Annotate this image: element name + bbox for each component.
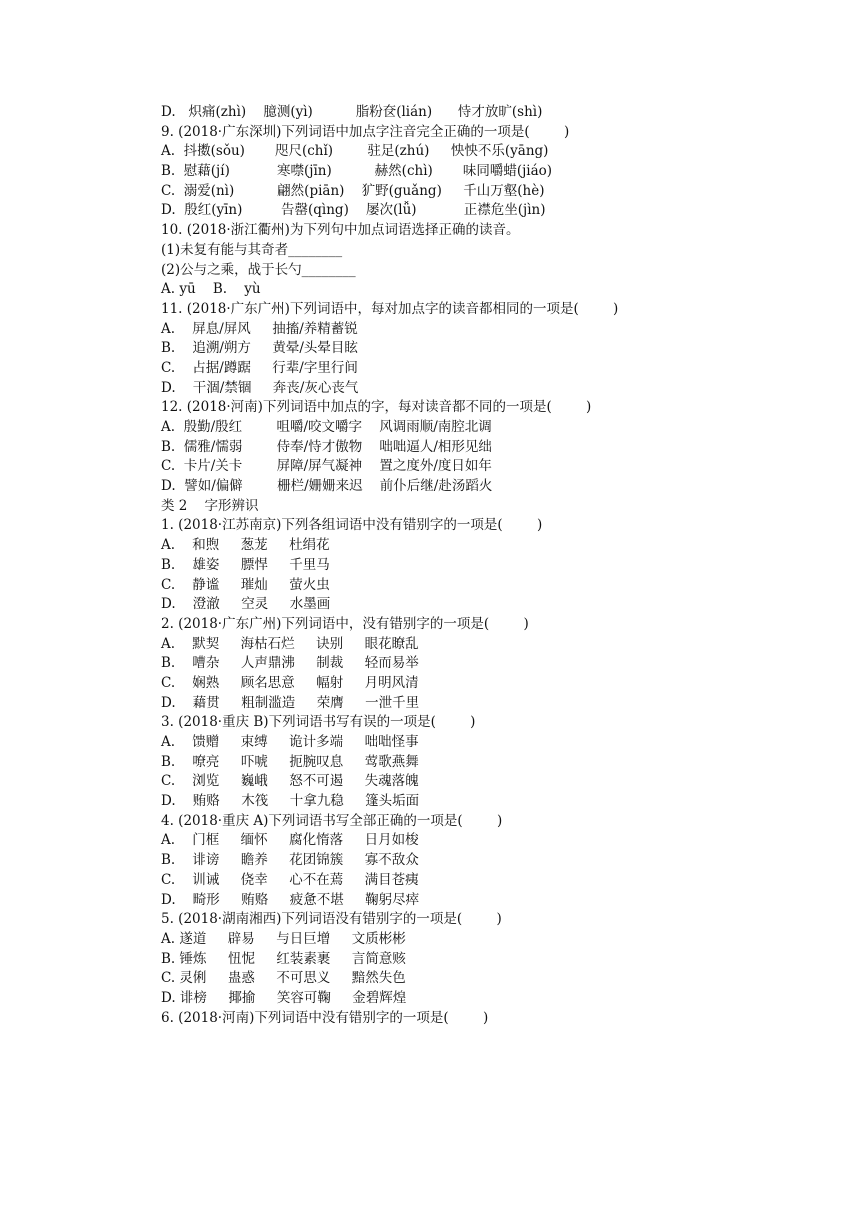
question-stem: 2. (2018·广东广州)下列词语中，没有错别字的一项是( ) [161,615,529,632]
option-line: D. 譬如/偏僻 栅栏/姗姗来迟 前仆后继/赴汤蹈火 [161,478,493,495]
option-line: B. 嘈杂 人声鼎沸 制裁 轻而易举 [161,655,419,672]
option-line: D. 诽榜 揶揄 笑容可鞠 金碧辉煌 [161,989,407,1006]
option-line: B. 诽谤 瞻养 花团锦簇 寡不敌众 [161,852,419,869]
option-line: B. 雄姿 膘悍 千里马 [161,556,330,573]
option-line: C. 娴熟 顾名思意 幅射 月明风清 [161,674,419,691]
option-line: A. 殷勤/殷红 咀嚼/咬文嚼字 风调雨顺/南腔北调 [161,419,492,435]
option-line: D. 澄澈 空灵 水墨画 [161,596,331,613]
option-line: C. 卡片/关卡 屏障/屏气凝神 置之度外/度日如年 [161,458,492,475]
section-heading: 类 2 字形辨识 [161,497,259,514]
question-stem: 10. (2018·浙江衢州)为下列句中加点词语选择正确的读音。 [161,222,520,239]
option-line: A. 屏息/屏风 抽搐/养精蓄锐 [161,320,358,337]
document-page [161,103,821,1028]
option-line: C. 浏览 巍峨 怒不可遏 失魂落魄 [161,773,419,790]
option-line: A. 抖擞(sǒu) 咫尺(chǐ) 驻足(zhú) 怏怏不乐(yāng) [161,143,549,160]
question-stem: 5. (2018·湖南湘西)下列词语没有错别字的一项是( ) [161,911,502,928]
option-line: A. 门框 缅怀 腐化惰落 日月如梭 [161,832,419,849]
option-line: B. 嘹亮 吓唬 扼腕叹息 莺歌燕舞 [161,753,419,770]
question-stem: 11. (2018·广东广州)下列词语中，每对加点字的读音都相同的一项是( ) [161,300,619,317]
option-line: C. 溺爱(nì) 翩然(piān) 犷野(guǎng) 千山万壑(hè) [161,182,545,199]
option-line: D. 干涸/禁锢 奔丧/灰心丧气 [161,379,359,396]
question-stem: 6. (2018·河南)下列词语中没有错别字的一项是( ) [161,1009,489,1026]
question-stem: 9. (2018·广东深圳)下列词语中加点字注音完全正确的一项是( ) [161,123,570,140]
question-stem: 4. (2018·重庆 A)下列词语书写全部正确的一项是( ) [161,812,503,829]
sub-question: (2)公与之乘，战于长勺________ [161,261,356,278]
option-line: B. 锤炼 忸怩 红装素裹 言简意赅 [161,950,406,967]
option-line: C. 占据/蹲踞 行辈/字里行间 [161,359,358,376]
option-line: A. 馈赠 束缚 诡计多端 咄咄怪事 [161,734,419,750]
option-line: B. 慰藉(jí) 寒噤(jīn) 赫然(chì) 味同嚼蜡(jiáo) [161,163,553,180]
option-line: D. 贿赂 木筏 十拿九稳 篷头垢面 [161,793,420,810]
sub-question: (1)未复有能与其奇者________ [161,241,343,258]
option-line: B. 追溯/朔方 黄晕/头晕目眩 [161,340,358,357]
option-line: B. 儒雅/懦弱 侍奉/恃才傲物 咄咄逼人/相形见绌 [161,438,492,455]
question-stem: 1. (2018·江苏南京)下列各组词语中没有错别字的一项是( ) [161,517,543,534]
option-line: C. 灵俐 蛊惑 不可思义 黯然失色 [161,970,406,987]
text-line: D. 炽痛(zhì) 臆测(yì) 脂粉奁(lián) 恃才放旷(shì) [161,104,543,120]
question-stem: 3. (2018·重庆 B)下列词语书写有误的一项是( ) [161,714,476,731]
option-line: D. 畸形 贿赂 疲惫不堪 鞠躬尽瘁 [161,891,420,908]
option-line: C. 静谧 璀灿 萤火虫 [161,576,330,593]
option-line: A. 遂道 辟易 与日巨增 文质彬彬 [161,930,406,947]
option-line: A. 默契 海枯石烂 诀别 眼花瞭乱 [161,635,419,652]
option-line: A. yū B. yù [161,281,261,298]
option-line: D. 殷红(yīn) 告罄(qìng) 屡次(lǚ) 正襟危坐(jìn) [161,202,546,219]
option-line: C. 训诫 侥幸 心不在蔫 满目苍痍 [161,871,419,888]
option-line: D. 藉贯 粗制滥造 荣膺 一泄千里 [161,694,420,711]
question-stem: 12. (2018·河南)下列词语中加点的字，每对读音都不同的一项是( ) [161,399,592,416]
option-line: A. 和煦 葱茏 杜绢花 [161,537,330,554]
